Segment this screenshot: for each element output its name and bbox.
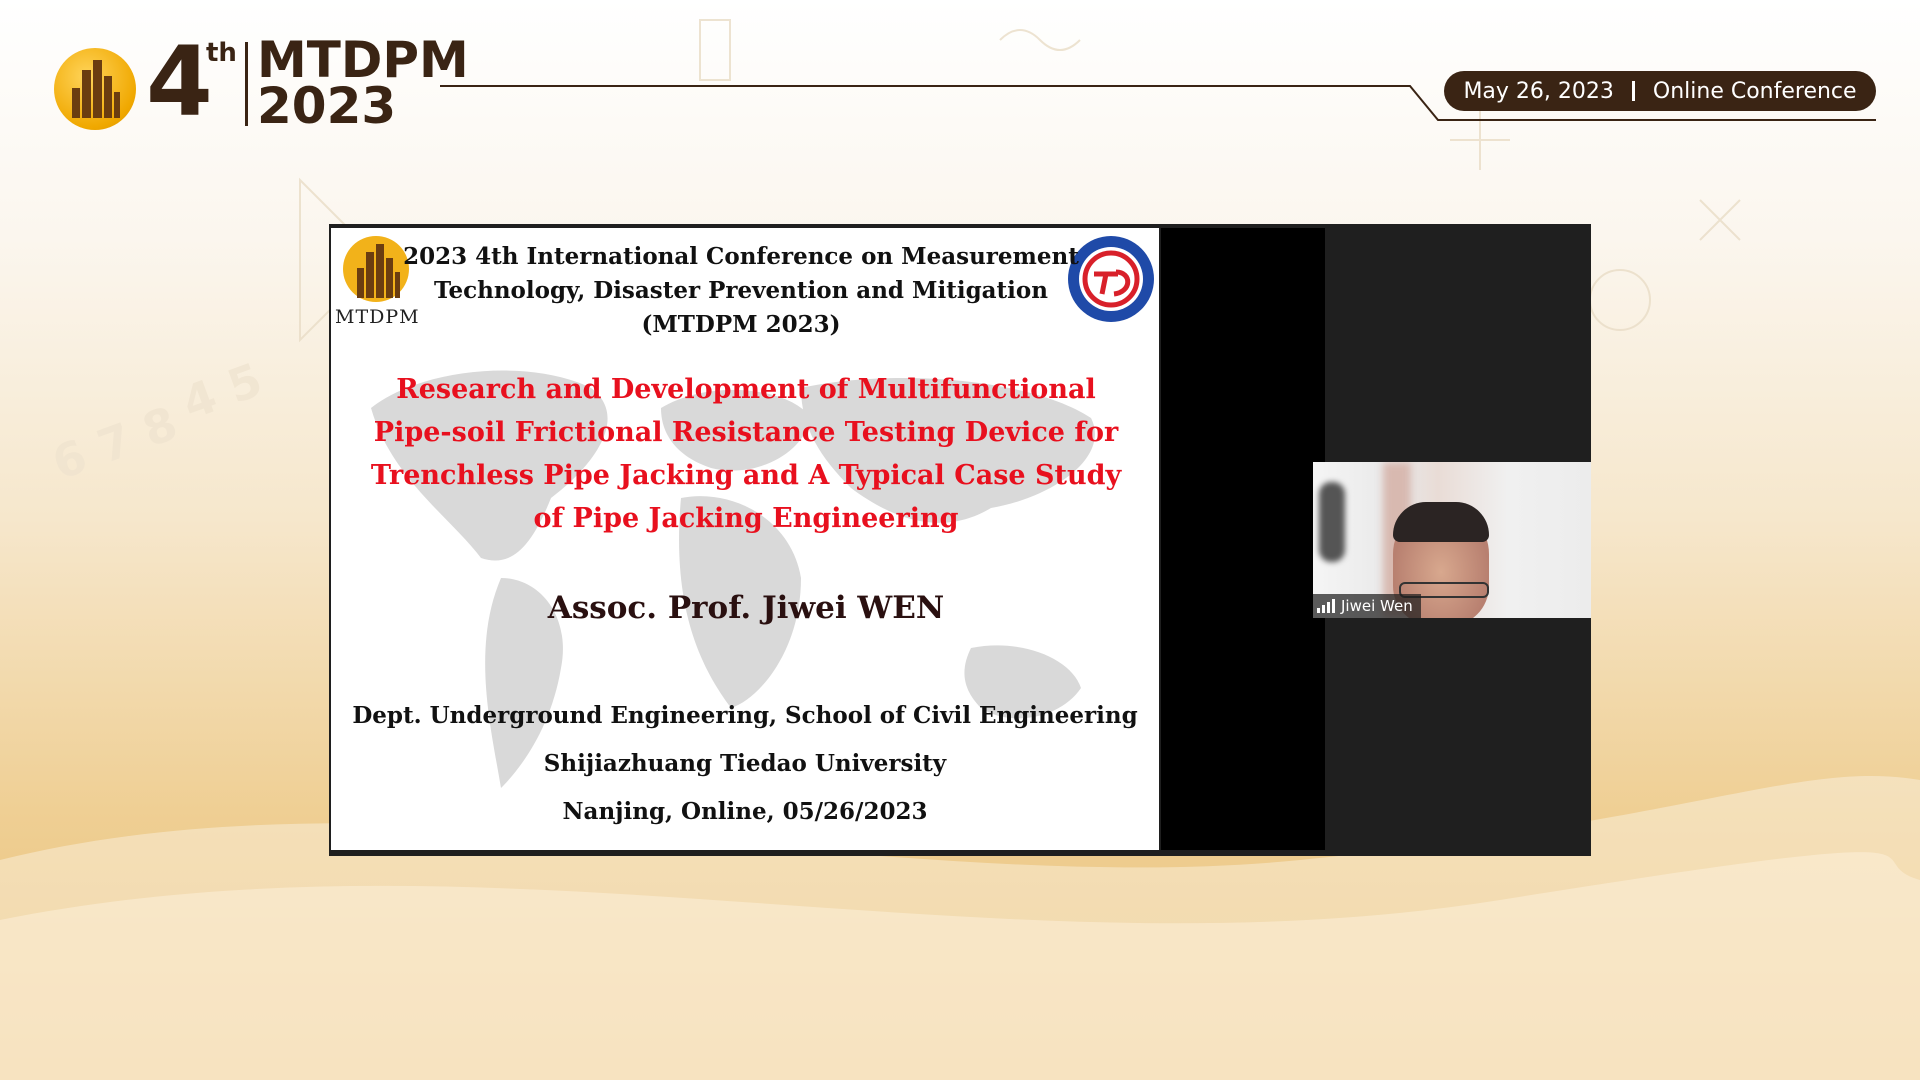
conference-logo-icon <box>54 48 136 130</box>
presenter-name: Assoc. Prof. Jiwei WEN <box>547 590 945 626</box>
participant-name-label <box>1313 594 1421 618</box>
talk-title-line: Trenchless Pipe Jacking and A Typical Case Study <box>370 460 1122 491</box>
affiliation-line: Dept. Underground Engineering, School of Civil Engineering <box>352 702 1138 729</box>
mtdpm-logo-label: MTDPM <box>335 306 420 328</box>
logo-ordinal: 4 <box>146 26 211 138</box>
conference-header <box>401 240 1081 342</box>
affiliation-line: Nanjing, Online, 05/26/2023 <box>562 798 928 825</box>
talk-title-line: Research and Development of Multifunctional <box>396 374 1096 405</box>
date-badge <box>1444 71 1876 111</box>
participant-hair <box>1393 502 1489 542</box>
talk-title <box>351 368 1141 540</box>
conference-line: (MTDPM 2023) <box>641 311 841 338</box>
date-separator <box>1632 81 1635 101</box>
logo-year: 2023 <box>257 77 397 135</box>
signal-strength-icon <box>1317 599 1335 613</box>
conference-line: Technology, Disaster Prevention and Mitigation <box>434 277 1048 304</box>
affiliation-line: Shijiazhuang Tiedao University <box>543 750 947 777</box>
meeting-window <box>329 224 1591 856</box>
participant-video-tile[interactable] <box>1313 462 1591 618</box>
participant-name: Jiwei Wen <box>1341 597 1413 615</box>
talk-title-line: Pipe-soil Frictional Resistance Testing Device for <box>373 417 1119 448</box>
conference-mode: Online Conference <box>1652 78 1857 104</box>
shared-slide <box>331 228 1159 850</box>
presenter-affiliation <box>331 692 1159 836</box>
conference-line: 2023 4th International Conference on Measurement <box>403 243 1079 270</box>
svg-text:6 7 8: 6 7 8 <box>45 395 185 491</box>
logo-acronym: MTDPM <box>257 31 469 89</box>
screen-share-padding <box>1161 228 1325 850</box>
video-background-object <box>1319 482 1345 562</box>
svg-text:4 5: 4 5 <box>175 352 269 431</box>
logo-ordinal-suffix: th <box>206 38 237 68</box>
talk-title-line: of Pipe Jacking Engineering <box>533 503 959 534</box>
logo-divider <box>245 42 248 126</box>
conference-date: May 26, 2023 <box>1463 78 1614 104</box>
